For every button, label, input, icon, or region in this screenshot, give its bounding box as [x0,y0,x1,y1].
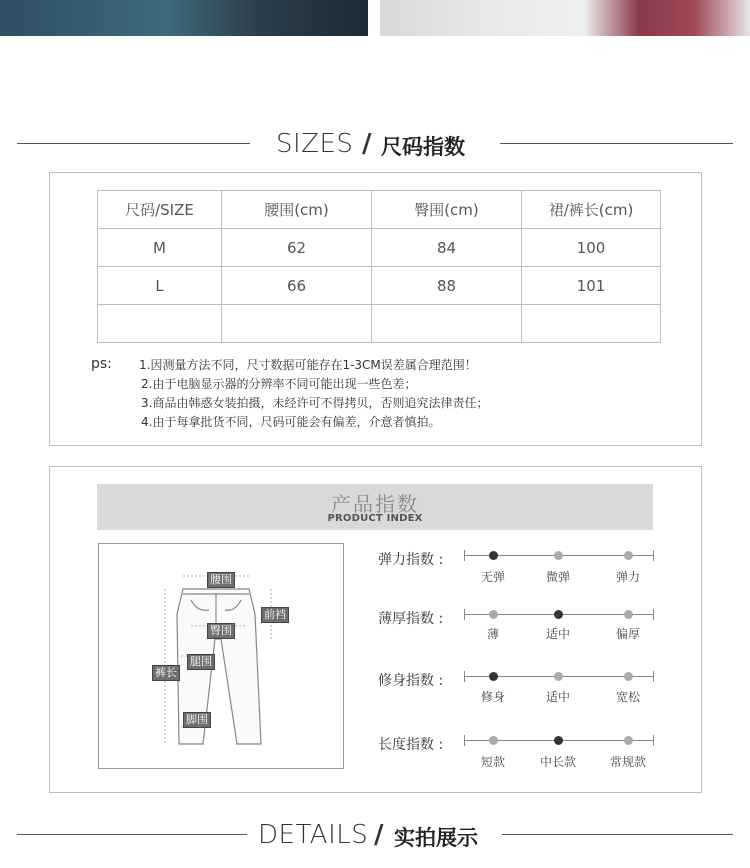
scale-dot [489,672,498,681]
product-photo-left [0,0,368,36]
table-row [98,305,661,343]
table-cell [372,305,522,343]
scale-dot [489,610,498,619]
length-index-label: 长度指数 : [378,737,444,753]
details-heading-slash: / [374,820,384,850]
fit-index-scale [464,668,654,688]
scale-dot [489,736,498,745]
table-cell: M [98,229,222,267]
table-cell: 101 [522,267,661,305]
scale-dot [554,672,563,681]
index-option: 适中 [545,627,570,641]
sizes-heading-en: SIZES [276,129,354,159]
product-index-title-zh: 产品指数 [331,492,419,516]
table-header-cell: 臀围(cm) [372,191,522,229]
thickness-index-scale [464,606,654,626]
index-option: 适中 [545,690,570,704]
table-header-cell: 尺码/SIZE [98,191,222,229]
note-item: 3.商品由韩惑女装拍摄，未经许可不得拷贝，否则追究法律责任； [141,396,489,410]
size-chart-panel [49,172,702,446]
table-cell [522,305,661,343]
table-row [98,267,661,305]
fit-index-label: 修身指数 : [378,673,444,689]
scale-dot [554,736,563,745]
sizes-heading-slash: / [362,129,372,159]
scale-dot [624,736,633,745]
scale-dot [624,610,633,619]
scale-dot [624,672,633,681]
table-cell [98,305,222,343]
index-option: 短款 [480,755,505,769]
index-option: 弹力 [615,570,640,584]
rise-tag: 前裆 [261,607,289,623]
scale-dot [554,610,563,619]
index-option: 中长款 [539,755,576,769]
product-index-title [97,484,653,530]
table-cell: 66 [222,267,372,305]
index-option: 修身 [480,690,505,704]
thickness-index-label: 薄厚指数 : [378,611,444,627]
index-option: 偏厚 [615,627,640,641]
product-index-title-en: PRODUCT INDEX [327,513,423,524]
table-cell: 100 [522,229,661,267]
notes-prefix: ps: [91,356,112,372]
details-heading [0,820,750,850]
elasticity-index-label: 弹力指数 : [378,552,444,568]
length-tag: 裤长 [152,665,180,681]
table-row [98,229,661,267]
index-option: 常规款 [609,755,646,769]
product-index-panel [49,466,702,793]
details-heading-zh: 实拍展示 [394,826,478,850]
size-table [97,190,661,343]
index-option: 宽松 [615,690,640,704]
scale-dot [489,551,498,560]
table-cell: L [98,267,222,305]
table-cell: 88 [372,267,522,305]
details-heading-en: DETAILS [258,820,369,850]
pants-measurement-diagram [98,543,344,769]
table-header-cell: 腰围(cm) [222,191,372,229]
scale-dot [554,551,563,560]
hem-tag: 脚围 [183,712,211,728]
table-cell [222,305,372,343]
note-item: 4.由于每拿批货不同，尺码可能会有偏差，介意者慎拍。 [141,415,441,429]
scale-dot [624,551,633,560]
product-photo-right [380,0,750,36]
note-item: 1.因测量方法不同，尺寸数据可能存在1-3CM误差属合理范围！ [139,358,477,372]
table-cell: 84 [372,229,522,267]
length-index-scale [464,732,654,752]
elasticity-index-scale [464,547,654,567]
table-header-cell: 裙/裤长(cm) [522,191,661,229]
hip-tag: 臀围 [207,623,235,639]
index-option: 薄 [486,627,499,641]
table-cell: 62 [222,229,372,267]
sizes-heading [0,129,750,159]
sizes-heading-zh: 尺码指数 [381,135,465,159]
waist-tag: 腰围 [207,572,235,588]
table-header-row [98,191,661,229]
thigh-tag: 腿围 [187,654,215,670]
index-option: 微弹 [545,570,570,584]
note-item: 2.由于电脑显示器的分辨率不同可能出现一些色差； [141,377,417,391]
index-option: 无弹 [480,570,505,584]
